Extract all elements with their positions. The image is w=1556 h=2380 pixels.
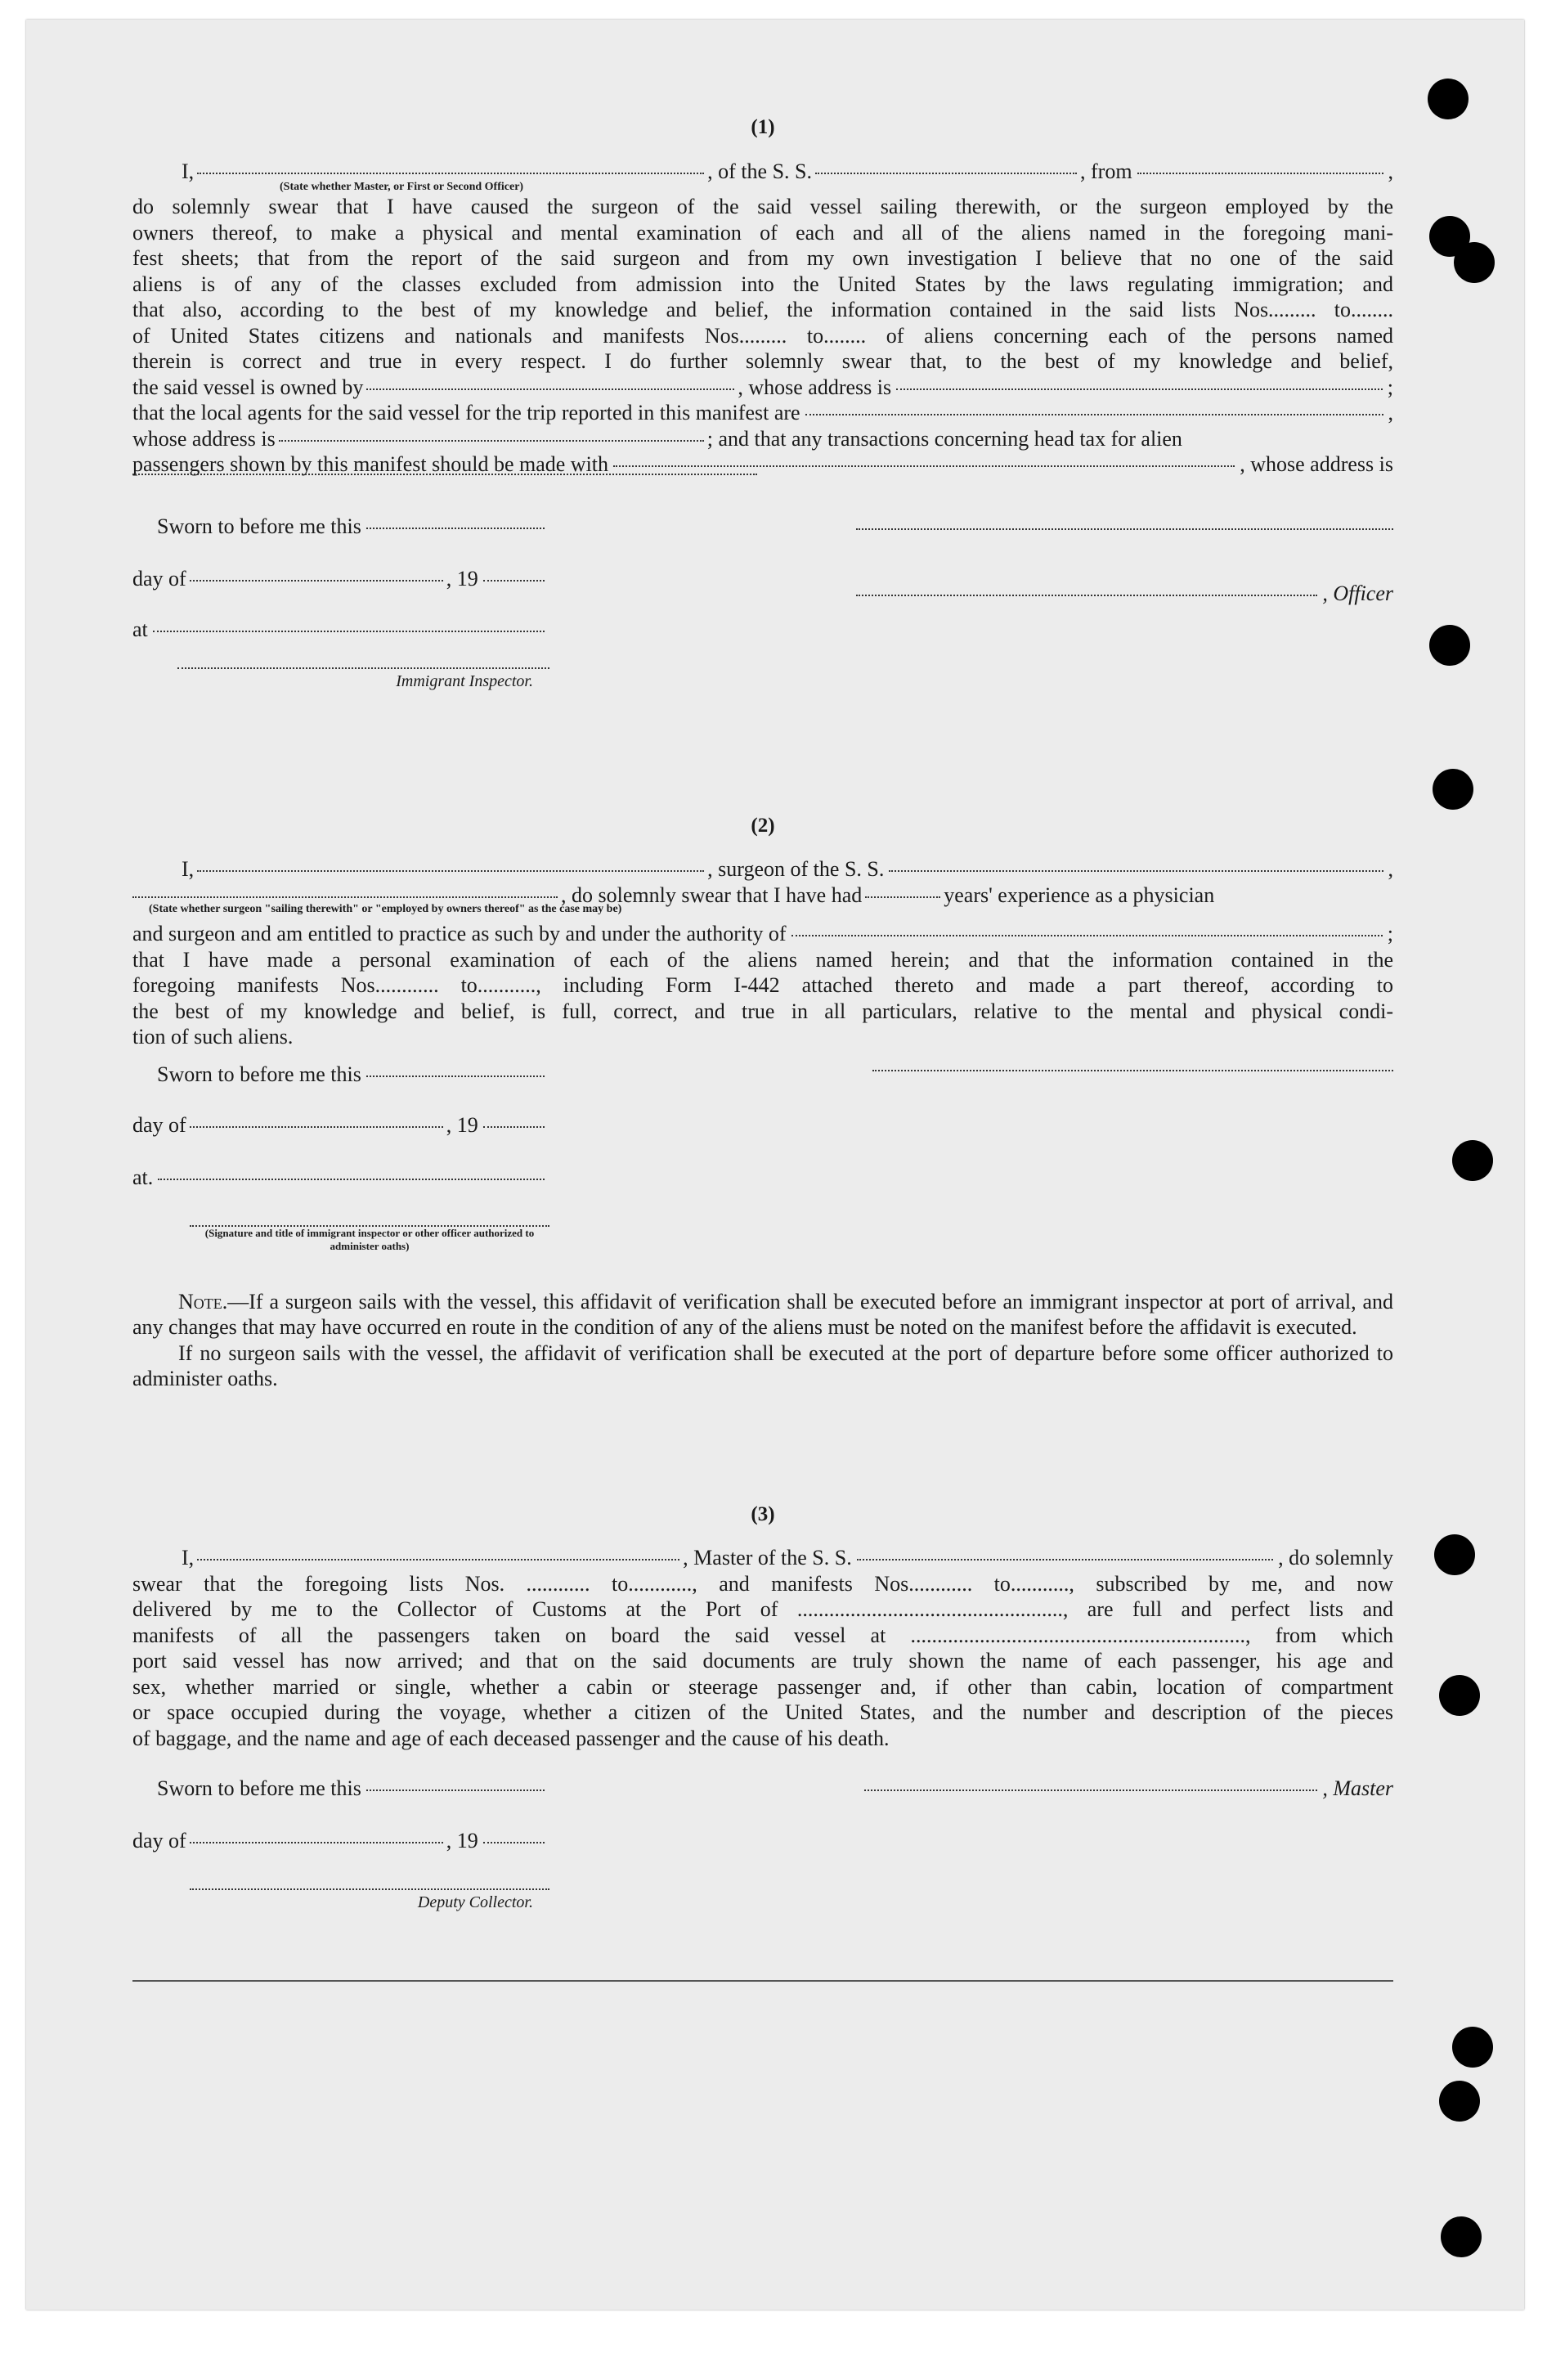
label-sworn: Sworn to before me this [157,514,361,538]
label-year: , 19 [446,566,478,591]
label-officer: , Officer [1322,581,1393,605]
sworn-line [157,1062,549,1088]
label-head-tax: ; and that any transactions concerning head tax for alien [706,426,1182,451]
master-line-1 [132,1545,1393,1571]
authority-field[interactable] [791,935,1383,936]
punch-hole [1454,242,1495,283]
semicolon: ; [1387,375,1393,399]
punch-hole [1439,2081,1480,2122]
label-year: , 19 [446,1829,478,1852]
head-tax-field[interactable] [613,465,1235,467]
day-of-line [132,1112,549,1138]
label-do-solemnly: , do solemnly swear that I have had [561,882,863,907]
sworn-line [157,1776,549,1802]
head-tax-address-field[interactable] [132,474,757,475]
punch-hole [1452,2027,1493,2068]
punch-hole [1433,769,1473,810]
body-line: that I have made a personal examination of each of the aliens named herein; and that the information contained in the [132,947,1393,972]
day-of-line [132,1828,549,1854]
body-line: foregoing manifests Nos............ to..........., including Form I-442 attached thereto and made a part thereof, according to [132,973,1393,997]
punch-hole [1439,1675,1480,1716]
label-day-of: day of [132,1112,186,1137]
label-whose-address: , whose address is [1240,452,1393,476]
label-whose-address: whose address is [132,426,276,451]
surgeon-vessel-field[interactable] [889,870,1383,872]
body-line: the best of my knowledge and belief, is full, correct, and true in all particulars, relative to the mental and physical condi- [132,999,1393,1023]
body-line: therein is correct and true in every respect. I do further solemnly swear that, to the best of my knowledge and belief, [132,349,1393,373]
from-field[interactable] [1137,173,1383,174]
label-sworn: Sworn to before me this [157,1776,361,1800]
label-entitled: and surgeon and am entitled to practice as such by and under the authority of [132,922,787,945]
body-line: of United States citizens and nationals and manifests Nos......... to........ of aliens concerning each of the persons named [132,323,1393,348]
master-signature-line [864,1776,1393,1802]
body-line: tion of such aliens. [132,1025,294,1049]
semicolon: ; [1387,922,1393,945]
agents-address-line [132,426,1393,452]
surgeon-signature-field[interactable] [872,1070,1393,1071]
signature-block-3 [132,1776,1393,1939]
body-line: swear that the foregoing lists Nos. ............ to............, and manifests Nos............ to..........., subscribed by me, and now [132,1571,1393,1596]
agents-address-field[interactable] [279,440,704,442]
section-3 [132,1502,1393,1983]
note-label: Note. [178,1289,228,1313]
punch-hole [1441,2216,1482,2257]
year-field[interactable] [483,1842,545,1843]
name-field[interactable] [197,173,704,174]
vessel-field[interactable] [815,173,1077,174]
address-continuation-line [132,478,762,479]
section-2 [132,813,1393,1392]
comma: , [1388,401,1393,424]
owner-address-field[interactable] [896,388,1383,390]
body-line: manifests of all the passengers taken on board the said vessel at ..............................................................., from which [132,1623,1393,1647]
body-line: sex, whether married or single, whether a cabin or steerage passenger and, if other than cabin, location of compartment [132,1674,1393,1699]
signature-caption: (Signature and title of immigrant inspector or other officer authorized to administer oaths) [204,1226,535,1252]
body-line: do solemnly swear that I have caused the surgeon of the said vessel sailing therewith, or the surgeon employed by the [132,195,1393,218]
label-at: at. [132,1165,154,1189]
year-field[interactable] [483,1126,545,1128]
punch-hole [1428,79,1469,119]
surgeon-status-field[interactable] [132,896,558,898]
agents-field[interactable] [805,414,1383,415]
signature-block-1 [132,496,1393,716]
sworn-line [157,514,549,540]
at-line [132,617,549,643]
master-signature-field[interactable] [864,1789,1317,1791]
body-line: that also, according to the best of my knowledge and belief, the information contained in the said lists Nos......... to........ [132,298,1393,321]
label-from: , from [1080,159,1132,183]
section-number: (2) [751,814,775,837]
surgeon-line-1 [132,856,1393,882]
note-paragraph-2: If no surgeon sails with the vessel, the affidavit of verification shall be executed at the port of departure before some officer authorized to administer oaths. [132,1340,1393,1390]
day-field[interactable] [190,1842,443,1843]
oath-body [132,194,1393,375]
sworn-date-field[interactable] [366,1789,545,1791]
at-field[interactable] [158,1179,545,1180]
owner-line [132,375,1393,401]
label-sworn: Sworn to before me this [157,1062,361,1086]
label-of-ss: , of the S. S. [707,159,813,183]
day-field[interactable] [190,580,443,582]
label-local-agents: that the local agents for the said vessel for the trip reported in this manifest are [132,401,800,424]
master-signature-field[interactable] [856,528,1393,530]
label-day-of: day of [132,566,186,591]
owner-field[interactable] [366,388,734,390]
punch-hole [1434,1534,1475,1575]
body-line: fest sheets; that from the report of the said surgeon and from my own investigation I believe that no one of the said [132,246,1393,270]
label-master-of: , Master of the S. S. [683,1546,852,1569]
officer-signature-field[interactable] [856,595,1317,596]
day-field[interactable] [190,1126,443,1128]
label-i: I, [182,1546,195,1569]
master-vessel-field[interactable] [857,1559,1273,1560]
at-line [132,1165,549,1191]
year-field[interactable] [483,580,545,582]
agents-line [132,400,1393,426]
note-paragraph [132,1289,1393,1340]
comma: , [1388,857,1393,881]
deputy-caption: Deputy Collector. [417,1893,533,1911]
punch-hole [1429,625,1470,666]
body-line: of baggage, and the name and age of each deceased passenger and the cause of his death. [132,1726,890,1750]
comma: , [1388,159,1393,183]
body-line: owners thereof, to make a physical and mental examination of each and all of the aliens named in the foregoing mani- [132,220,1393,245]
section-number: (3) [751,1502,775,1525]
label-i: I, [182,159,195,183]
day-of-line [132,566,549,592]
sworn-date-field[interactable] [366,1075,545,1077]
label-master: , Master [1322,1776,1393,1800]
body-line: aliens is of any of the classes excluded from admission into the United States by the laws regulating immigration; and [132,272,1393,296]
label-years: years' experience as a physician [944,882,1215,907]
label-passengers: passengers shown by this manifest should be made with [132,452,609,476]
form-content [132,115,1393,1982]
label-surgeon-of: , surgeon of the S. S. [707,857,885,881]
label-at: at [132,617,148,641]
section-number: (1) [751,116,775,138]
signature-block-2 [132,1062,1393,1289]
bottom-rule [132,1980,1393,1982]
inspector-caption: Immigrant Inspector. [396,671,533,690]
note-text: —If a surgeon sails with the vessel, this affidavit of verification shall be executed before an immigrant inspector at port of arrival, and any changes that may have occurred en route in the condition of any of the aliens must be noted on the manifest before the affidavit is executed. [132,1289,1393,1339]
label-owned-by: the said vessel is owned by [132,375,364,399]
section-1 [132,115,1393,716]
master-caption: (State whether Master, or First or Second Officer) [280,181,524,193]
authority-line [132,921,1393,947]
label-do-solemnly: , do solemnly [1278,1546,1393,1569]
years-field[interactable] [865,896,940,898]
officer-line [856,581,1393,607]
punch-hole [1452,1140,1493,1181]
surgeon-caption: (State whether surgeon "sailing therewith" or "employed by owners thereof" as the case may be) [149,903,622,915]
surgeon-name-field[interactable] [197,870,704,872]
body-line: port said vessel has now arrived; and that on the said documents are truly shown the name of each passenger, his age and [132,1649,1393,1673]
sworn-date-field[interactable] [366,528,545,529]
body-line: or space occupied during the voyage, whether a citizen of the United States, and the number and description of the pieces [132,1700,1393,1724]
body-line: delivered by me to the Collector of Customs at the Port of .................................................., are full and perfect lists and [132,1597,1393,1621]
label-whose-address: , whose address is [738,375,892,399]
label-year: , 19 [446,1112,478,1137]
label-day-of: day of [132,1829,186,1852]
at-field[interactable] [153,631,545,632]
master-name-field[interactable] [197,1559,679,1560]
label-i: I, [182,857,195,881]
